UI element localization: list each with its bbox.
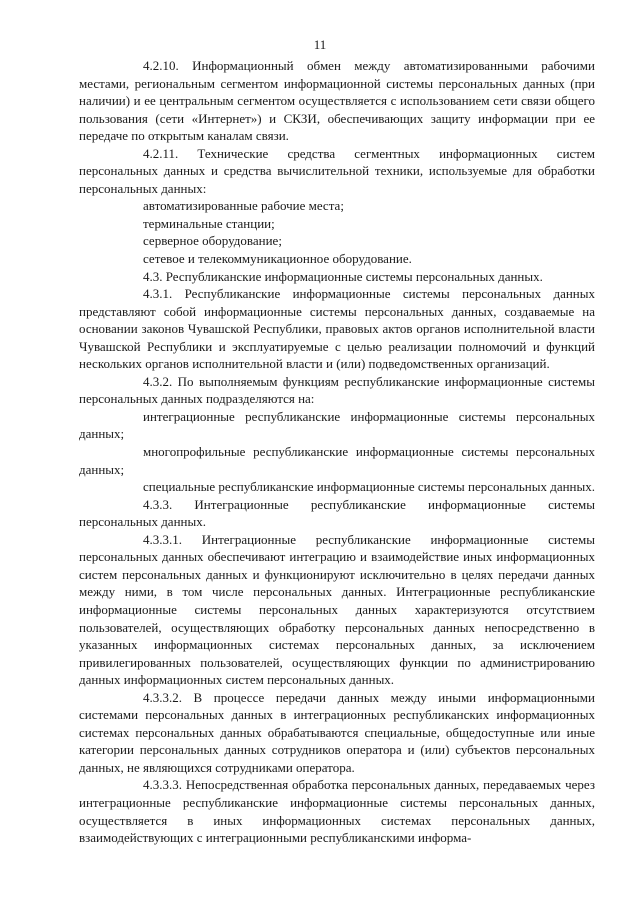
list-item: многопрофильные республиканские информационные системы персональных данных;: [79, 444, 595, 477]
paragraph-4-3: 4.3. Республиканские информационные системы персональных данных.: [143, 268, 543, 284]
list-item: сетевое и телекоммуникационное оборудование.: [143, 251, 412, 267]
paragraph-4-3-3-3: 4.3.3.3. Непосредственная обработка персональных данных, передаваемых через интеграционные республиканские информационные системы персональных данных, осуществляется в иных информационных системах персональных данных, взаимодействующих с интеграционными республиканскими информа-: [79, 777, 595, 846]
list-item: интеграционные республиканские информационные системы персональных данных;: [79, 408, 595, 442]
list-item: специальные республиканские информационные системы персональных данных.: [143, 479, 595, 495]
paragraph-4-3-3-2: 4.3.3.2. В процессе передачи данных между иными информационными системами персональных данных в интеграционных республиканских информационных системах персональных данных обрабатываются специальные, общедоступные или иные категории персональных данных сотрудников оператора и (или) субъектов персональных данных, не являющихся сотрудниками оператора.: [79, 689, 595, 775]
paragraph-4-3-3: 4.3.3. Интеграционные республиканские информационные системы персональных данных.: [79, 496, 595, 530]
list-item: серверное оборудование;: [143, 233, 282, 249]
page-number: 11: [313, 37, 327, 52]
paragraph-4-2-11: 4.2.11. Технические средства сегментных информационных систем персональных данных и средства вычислительной техники, используемые для обработки персональных данных:: [79, 145, 595, 196]
document-body: [79, 57, 595, 847]
paragraph-4-3-1: 4.3.1. Республиканские информационные системы персональных данных представляют собой информационные системы персональных данных, создаваемые на основании законов Чувашской Республики, правовых актов органов исполнительной власти Чувашской Республики и эксплуатируемые с целью реализации полномочий и функций нескольких органов исполнительной власти и (или) подведомственных организаций.: [79, 286, 595, 372]
list-item: автоматизированные рабочие места;: [143, 198, 344, 214]
paragraph-4-3-3-1: 4.3.3.1. Интеграционные республиканские информационные системы персональных данных обеспечивают интеграцию и взаимодействие иных информационных систем персональных данных и функционируют исключительно в целях передачи данных между ними, в том числе персональных данных. Интеграционные республиканские информационные системы персональных данных характеризуются отсутствием пользователей, осуществляющих обработку персональных данных непосредственно в указанных информационных системах персональных данных, за исключением привилегированных пользователей, осуществляющих функции по администрированию данных информационных систем персональных данных.: [79, 531, 595, 688]
paragraph-4-2-10: 4.2.10. Информационный обмен между автоматизированными рабочими местами, региональным сегментом информационной системы персональных данных (при наличии) и ее центральным сегментом осуществляется с использованием сети связи общего пользования (сети «Интернет») и СКЗИ, обеспечивающих защиту информации при ее передаче по открытым каналам связи.: [79, 58, 595, 144]
list-item: терминальные станции;: [143, 215, 275, 231]
paragraph-4-3-2: 4.3.2. По выполняемым функциям республиканские информационные системы персональных данных подразделяются на:: [79, 373, 595, 407]
